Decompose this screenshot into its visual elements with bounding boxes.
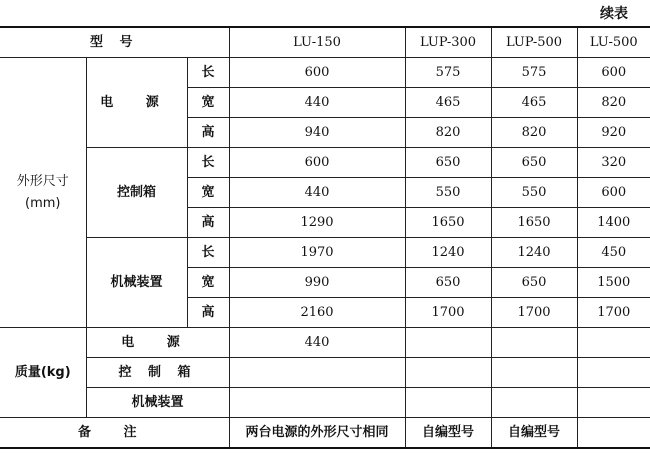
table-cell: 650	[405, 148, 491, 178]
mass-label: 质量(kg)	[0, 328, 86, 418]
group-label: 电 源	[86, 58, 187, 148]
table-row	[0, 238, 650, 268]
table-cell	[405, 328, 491, 358]
table-row	[0, 358, 650, 388]
table-cell: 650	[491, 268, 577, 298]
header-row	[0, 27, 650, 58]
remark-cell: 自编型号	[491, 418, 577, 449]
table-cell: 820	[577, 88, 650, 118]
table-cell: 1650	[405, 208, 491, 238]
table-cell: 650	[405, 268, 491, 298]
table-row	[0, 148, 650, 178]
table-cell: 1400	[577, 208, 650, 238]
table-cell: 440	[229, 178, 405, 208]
table-cell: 1970	[229, 238, 405, 268]
table-caption: 续表	[600, 6, 628, 22]
dim-label: 宽	[187, 268, 229, 298]
table-cell: 550	[405, 178, 491, 208]
model-header: LUP-500	[491, 27, 577, 58]
table-cell: 600	[577, 178, 650, 208]
model-header: LU-150	[229, 27, 405, 58]
group-label: 控制箱	[86, 148, 187, 238]
table-cell: 820	[491, 118, 577, 148]
table-cell: 575	[405, 58, 491, 88]
table-cell: 550	[491, 178, 577, 208]
table-cell	[229, 388, 405, 418]
table-cell: 1240	[405, 238, 491, 268]
dim-label: 高	[187, 208, 229, 238]
spec-table	[0, 26, 650, 449]
table-cell: 440	[229, 88, 405, 118]
table-cell: 1700	[405, 298, 491, 328]
table-cell	[229, 358, 405, 388]
table-cell: 1650	[491, 208, 577, 238]
table-cell: 440	[229, 328, 405, 358]
mass-item-label: 电 源	[86, 328, 229, 358]
dimensions-label: 外形尺寸 (mm)	[0, 58, 86, 328]
table-cell: 820	[405, 118, 491, 148]
model-header: LUP-300	[405, 27, 491, 58]
table-cell: 650	[491, 148, 577, 178]
table-cell: 1500	[577, 268, 650, 298]
table-cell: 920	[577, 118, 650, 148]
table-cell: 2160	[229, 298, 405, 328]
table-cell	[577, 388, 650, 418]
dim-label: 宽	[187, 88, 229, 118]
model-label: 型 号	[0, 27, 229, 58]
table-cell	[491, 358, 577, 388]
table-cell: 1700	[491, 298, 577, 328]
table-cell: 990	[229, 268, 405, 298]
table-cell: 1290	[229, 208, 405, 238]
table-cell: 465	[491, 88, 577, 118]
dim-label: 宽	[187, 178, 229, 208]
table-cell	[405, 358, 491, 388]
mass-item-label: 控 制 箱	[86, 358, 229, 388]
table-cell	[577, 328, 650, 358]
table-cell: 450	[577, 238, 650, 268]
table-row	[0, 328, 650, 358]
table-cell: 600	[229, 58, 405, 88]
table-cell: 1240	[491, 238, 577, 268]
remark-cell: 两台电源的外形尺寸相同	[229, 418, 405, 449]
table-cell: 320	[577, 148, 650, 178]
table-cell: 1700	[577, 298, 650, 328]
remarks-label: 备 注	[0, 418, 229, 449]
table-cell: 600	[229, 148, 405, 178]
dim-label: 高	[187, 298, 229, 328]
dim-label: 长	[187, 238, 229, 268]
table-cell	[405, 388, 491, 418]
remarks-row	[0, 418, 650, 449]
table-cell	[577, 358, 650, 388]
group-label: 机械装置	[86, 238, 187, 328]
table-cell: 465	[405, 88, 491, 118]
table-row	[0, 58, 650, 88]
table-cell	[491, 388, 577, 418]
model-header: LU-500	[577, 27, 650, 58]
table-cell: 940	[229, 118, 405, 148]
remark-cell: 自编型号	[405, 418, 491, 449]
remark-cell	[577, 418, 650, 449]
table-cell: 600	[577, 58, 650, 88]
dim-label: 长	[187, 58, 229, 88]
table-cell	[491, 328, 577, 358]
dim-label: 高	[187, 118, 229, 148]
table-row	[0, 388, 650, 418]
dim-label: 长	[187, 148, 229, 178]
mass-item-label: 机械装置	[86, 388, 229, 418]
table-cell: 575	[491, 58, 577, 88]
